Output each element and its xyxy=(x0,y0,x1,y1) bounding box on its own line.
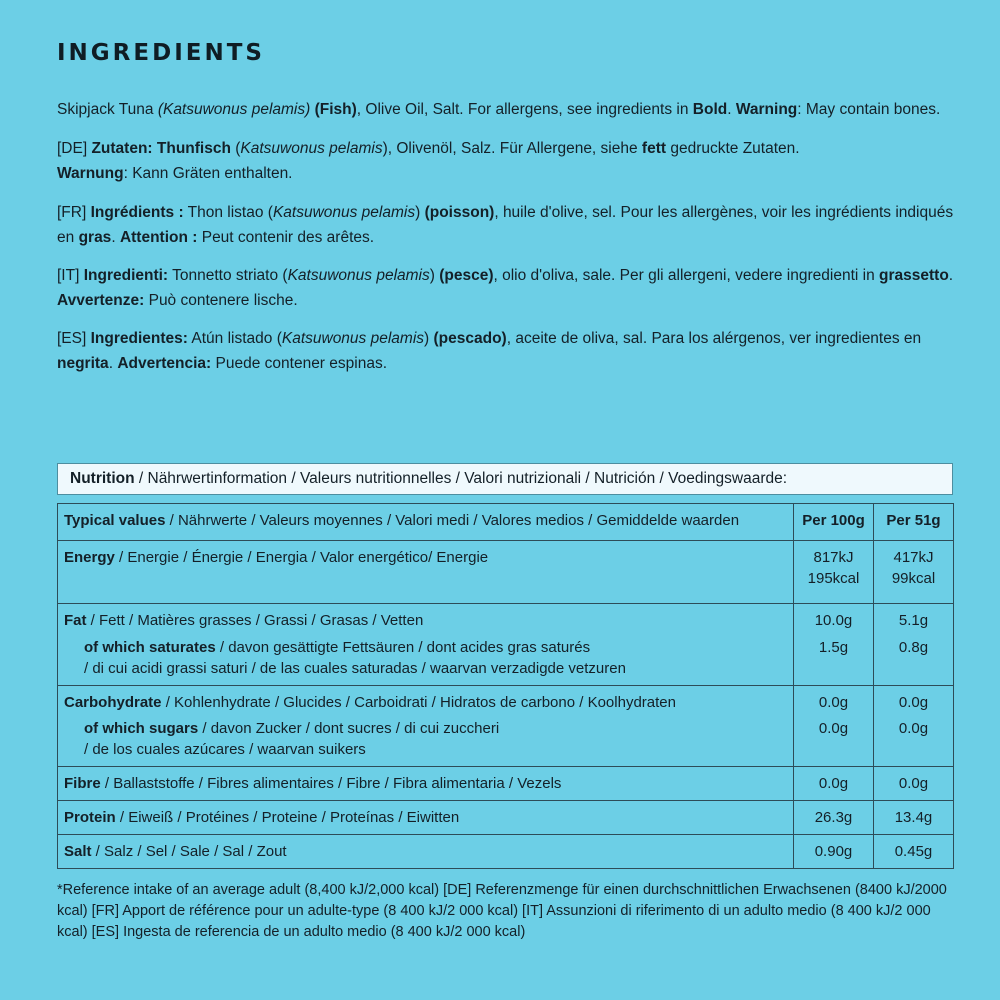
carbohydrate-per-100g: 0.0g 0.0g xyxy=(794,686,874,767)
nutrition-header: Nutrition / Nährwertinformation / Valeurs nutritionnelles / Valori nutrizionali / Nutrición / Voedingswaarde: xyxy=(57,463,953,495)
col-per-100g: Per 100g xyxy=(794,504,874,541)
fibre-per-100g: 0.0g xyxy=(794,767,874,801)
protein-per-100g: 26.3g xyxy=(794,801,874,835)
table-row xyxy=(58,801,954,835)
energy-per-51g: 417kJ 99kcal xyxy=(874,541,954,604)
carbohydrate-label: Carbohydrate / Kohlenhydrate / Glucides / Carboidrati / Hidratos de carbono / Koolhydraten of which sugars / davon Zucker / dont sucres / di cui zuccheri / de los cuales azúcares / waarvan suikers xyxy=(58,686,794,767)
energy-per-100g: 817kJ 195kcal xyxy=(794,541,874,604)
table-row xyxy=(58,767,954,801)
table-row xyxy=(58,686,954,767)
col-per-51g: Per 51g xyxy=(874,504,954,541)
salt-per-100g: 0.90g xyxy=(794,835,874,869)
ingredients-it: [IT] Ingredienti: Tonnetto striato (Katsuwonus pelamis) (pesce), olio d'oliva, sale. Per gli allergeni, vedere ingredienti in grassetto. Avvertenze: Può contenere lische. xyxy=(57,267,954,309)
table-row xyxy=(58,541,954,604)
salt-label: Salt / Salz / Sel / Sale / Sal / Zout xyxy=(58,835,794,869)
table-row xyxy=(58,835,954,869)
fat-per-51g: 5.1g 0.8g xyxy=(874,604,954,686)
fibre-per-51g: 0.0g xyxy=(874,767,954,801)
carbohydrate-per-51g: 0.0g 0.0g xyxy=(874,686,954,767)
ingredients-en: Skipjack Tuna (Katsuwonus pelamis) (Fish), Olive Oil, Salt. For allergens, see ingredients in Bold. Warning: May contain bones. xyxy=(57,101,941,118)
fat-per-100g: 10.0g 1.5g xyxy=(794,604,874,686)
page-title: INGREDIENTS xyxy=(57,40,265,66)
ingredients-es: [ES] Ingredientes: Atún listado (Katsuwonus pelamis) (pescado), aceite de oliva, sal. Para los alérgenos, ver ingredientes en negrita. Advertencia: Puede contener espinas. xyxy=(57,330,922,372)
fat-label: Fat / Fett / Matières grasses / Grassi / Grasas / Vetten of which saturates / davon gesättigte Fettsäuren / dont acides gras saturés / di cui acidi grassi saturi / de las cuales saturadas / waarvan verzadigde vetzuren xyxy=(58,604,794,686)
nutrition-table xyxy=(57,503,954,869)
fibre-label: Fibre / Ballaststoffe / Fibres alimentaires / Fibre / Fibra alimentaria / Vezels xyxy=(58,767,794,801)
table-row xyxy=(58,504,954,541)
salt-per-51g: 0.45g xyxy=(874,835,954,869)
ingredients-de: [DE] Zutaten: Thunfisch (Katsuwonus pelamis), Olivenöl, Salz. Für Allergene, siehe fett gedruckte Zutaten. Warnung: Kann Gräten enthalten. xyxy=(57,140,800,182)
table-row xyxy=(58,604,954,686)
ingredients-fr: [FR] Ingrédients : Thon listao (Katsuwonus pelamis) (poisson), huile d'olive, sel. Pour les allergènes, voir les ingrédients indiqués en gras. Attention : Peut contenir des arêtes. xyxy=(57,204,954,246)
energy-label: Energy / Energie / Énergie / Energia / Valor energético/ Energie xyxy=(58,541,794,604)
typical-values-label: Typical values / Nährwerte / Valeurs moyennes / Valori medi / Valores medios / Gemiddelde waarden xyxy=(58,504,794,541)
protein-per-51g: 13.4g xyxy=(874,801,954,835)
reference-intake-footnote: *Reference intake of an average adult (8,400 kJ/2,000 kcal) [DE] Referenzmenge für einen durchschnittlichen Erwachsenen (8400 kJ/2000 kcal) [FR] Apport de référence pour un adulte-type (8 400 kJ/2 000 kcal) [IT] Assunzioni di riferimento di un adulto medio (8 400 kJ/2 000 kcal) [ES] Ingesta de referencia de un adulto medio (8 400 kJ/2 000 kcal) xyxy=(57,882,947,940)
protein-label: Protein / Eiweiß / Protéines / Proteine / Proteínas / Eiwitten xyxy=(58,801,794,835)
